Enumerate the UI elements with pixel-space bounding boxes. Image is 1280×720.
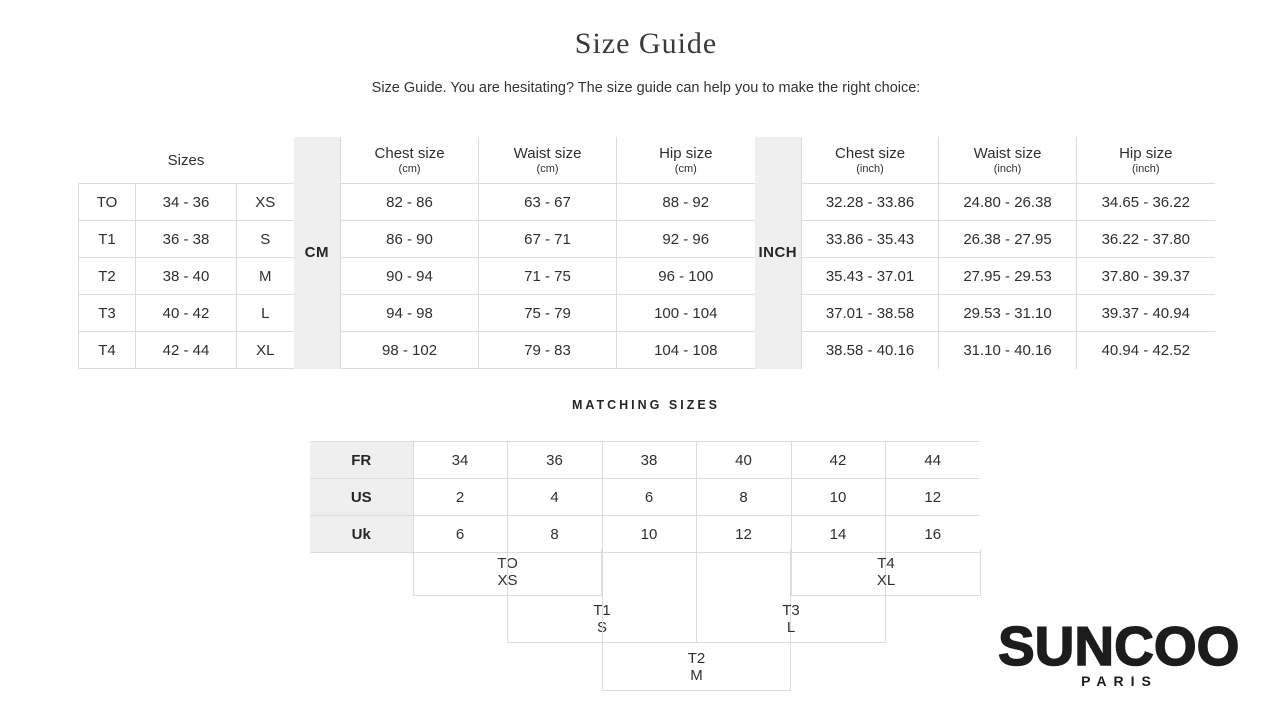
intl-size-cell: M <box>237 258 294 295</box>
chest-cm-cell: 98 - 102 <box>341 332 479 369</box>
row-label-uk: Uk <box>310 516 413 553</box>
fr-range-cell: 38 - 40 <box>136 258 237 295</box>
uk-size-cell: 6 <box>413 516 507 553</box>
size-row-t3 <box>79 295 1215 332</box>
size-code-cell: T1 <box>79 221 136 258</box>
hip-inch-cell: 36.22 - 37.80 <box>1077 221 1215 258</box>
page-subtitle: Size Guide. You are hesitating? The size guide can help you to make the right choice: <box>371 80 921 96</box>
fr-size-cell: 36 <box>507 442 602 479</box>
col-header-chest-cm: Chest size (cm) <box>341 137 479 184</box>
uk-size-cell: 16 <box>885 516 980 553</box>
chest-cm-cell: 90 - 94 <box>341 258 479 295</box>
us-size-cell: 12 <box>885 479 980 516</box>
col-header-hip-cm: Hip size (cm) <box>617 137 755 184</box>
brand-wordmark: SUNCOO <box>998 615 1240 677</box>
chest-cm-cell: 94 - 98 <box>341 295 479 332</box>
hip-cm-cell: 96 - 100 <box>617 258 755 295</box>
chest-inch-cell: 38.58 - 40.16 <box>802 332 939 369</box>
matching-sizes-title: MATCHING SIZES <box>571 398 721 412</box>
waist-cm-cell: 67 - 71 <box>479 221 617 258</box>
size-row-t1 <box>79 221 1215 258</box>
uk-size-cell: 14 <box>791 516 885 553</box>
hip-inch-cell: 34.65 - 36.22 <box>1077 184 1215 221</box>
chest-cm-cell: 82 - 86 <box>341 184 479 221</box>
size-group-label: T4 XL <box>876 554 896 589</box>
us-size-cell: 4 <box>507 479 602 516</box>
fr-size-cell: 34 <box>413 442 507 479</box>
hip-cm-cell: 88 - 92 <box>617 184 755 221</box>
hip-cm-cell: 100 - 104 <box>617 295 755 332</box>
fr-range-cell: 34 - 36 <box>136 184 237 221</box>
chest-inch-cell: 32.28 - 33.86 <box>802 184 939 221</box>
brand-city-label: PARIS <box>1081 673 1158 689</box>
uk-size-cell: 10 <box>602 516 696 553</box>
hip-inch-cell: 40.94 - 42.52 <box>1077 332 1215 369</box>
col-header-waist-cm: Waist size (cm) <box>479 137 617 184</box>
matching-row-uk <box>310 516 980 553</box>
size-code-cell: T3 <box>79 295 136 332</box>
uk-size-cell: 8 <box>507 516 602 553</box>
col-header-waist-inch: Waist size (inch) <box>939 137 1077 184</box>
size-code-cell: T4 <box>79 332 136 369</box>
hip-inch-cell: 37.80 - 39.37 <box>1077 258 1215 295</box>
matching-row-us <box>310 479 980 516</box>
intl-size-cell: XL <box>237 332 294 369</box>
waist-cm-cell: 71 - 75 <box>479 258 617 295</box>
intl-size-cell: S <box>237 221 294 258</box>
size-code-cell: T2 <box>79 258 136 295</box>
hip-cm-cell: 104 - 108 <box>617 332 755 369</box>
waist-cm-cell: 63 - 67 <box>479 184 617 221</box>
page-title: Size Guide <box>574 27 718 60</box>
fr-range-cell: 42 - 44 <box>136 332 237 369</box>
size-group-label: T2 M <box>687 649 706 684</box>
matching-sizes-table <box>310 441 980 553</box>
waist-inch-cell: 27.95 - 29.53 <box>939 258 1077 295</box>
size-group-brackets <box>310 549 981 691</box>
size-group-label: T3 L <box>782 601 800 636</box>
fr-range-cell: 36 - 38 <box>136 221 237 258</box>
uk-size-cell: 12 <box>696 516 791 553</box>
unit-band-inch: INCH <box>755 137 802 369</box>
size-table-header-row <box>79 137 1215 184</box>
size-group-label: TO XS <box>497 554 518 589</box>
us-size-cell: 8 <box>696 479 791 516</box>
waist-cm-cell: 75 - 79 <box>479 295 617 332</box>
waist-inch-cell: 31.10 - 40.16 <box>939 332 1077 369</box>
intl-size-cell: L <box>237 295 294 332</box>
size-measurement-table <box>78 137 1215 369</box>
size-group-label: T1 S <box>593 601 611 636</box>
unit-band-cm: CM <box>294 137 341 369</box>
us-size-cell: 2 <box>413 479 507 516</box>
header-sizes: Sizes <box>79 137 294 184</box>
row-label-us: US <box>310 479 413 516</box>
col-header-hip-inch: Hip size (inch) <box>1077 137 1215 184</box>
us-size-cell: 10 <box>791 479 885 516</box>
fr-size-cell: 42 <box>791 442 885 479</box>
intl-size-cell: XS <box>237 184 294 221</box>
waist-inch-cell: 29.53 - 31.10 <box>939 295 1077 332</box>
fr-size-cell: 38 <box>602 442 696 479</box>
row-label-fr: FR <box>310 442 413 479</box>
size-row-t4 <box>79 332 1215 369</box>
chest-inch-cell: 37.01 - 38.58 <box>802 295 939 332</box>
waist-cm-cell: 79 - 83 <box>479 332 617 369</box>
size-row-t2 <box>79 258 1215 295</box>
chest-cm-cell: 86 - 90 <box>341 221 479 258</box>
waist-inch-cell: 26.38 - 27.95 <box>939 221 1077 258</box>
size-code-cell: TO <box>79 184 136 221</box>
hip-cm-cell: 92 - 96 <box>617 221 755 258</box>
chest-inch-cell: 33.86 - 35.43 <box>802 221 939 258</box>
waist-inch-cell: 24.80 - 26.38 <box>939 184 1077 221</box>
hip-inch-cell: 39.37 - 40.94 <box>1077 295 1215 332</box>
fr-size-cell: 44 <box>885 442 980 479</box>
fr-size-cell: 40 <box>696 442 791 479</box>
size-row-to <box>79 184 1215 221</box>
chest-inch-cell: 35.43 - 37.01 <box>802 258 939 295</box>
matching-row-fr <box>310 442 980 479</box>
brand-logo <box>998 615 1240 689</box>
us-size-cell: 6 <box>602 479 696 516</box>
col-header-chest-inch: Chest size (inch) <box>802 137 939 184</box>
fr-range-cell: 40 - 42 <box>136 295 237 332</box>
size-group-box-t4-xl <box>791 549 981 596</box>
